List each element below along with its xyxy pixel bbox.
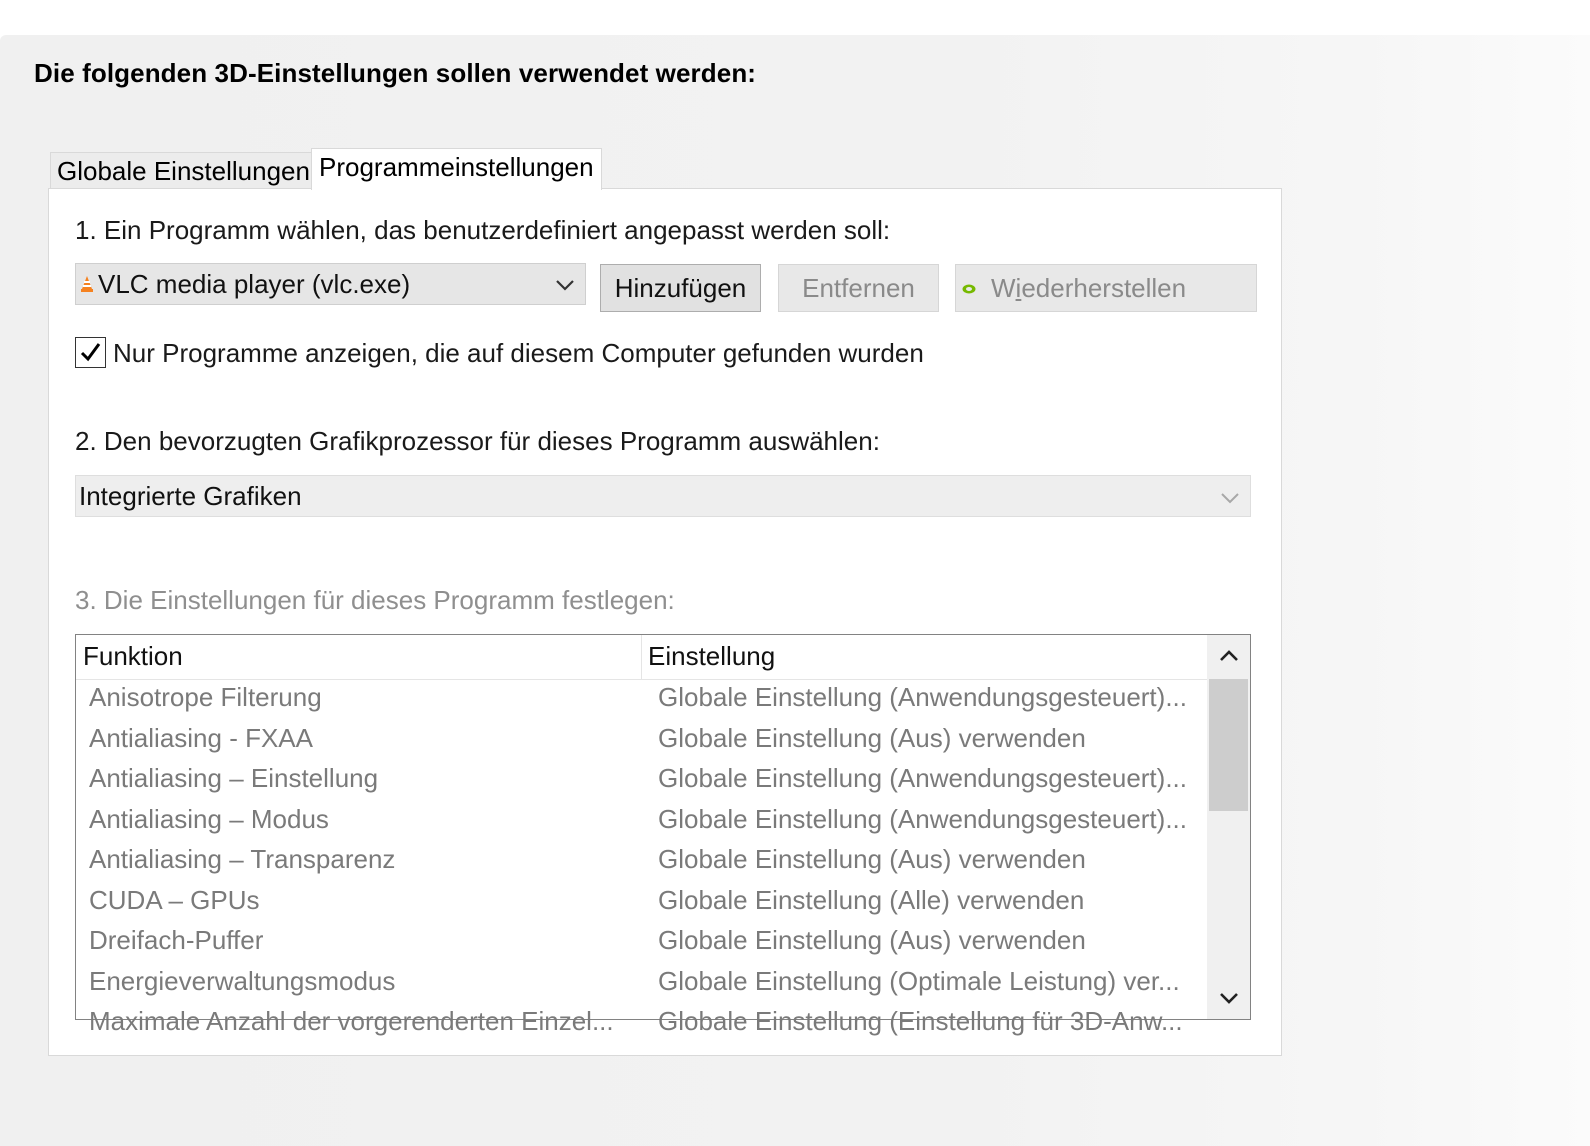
function-cell: CUDA – GPUs: [89, 884, 260, 915]
step1-label: 1. Ein Programm wählen, das benutzerdefiniert angepasst werden soll:: [75, 215, 891, 245]
table-scrollbar[interactable]: [1207, 635, 1250, 1019]
scroll-down-button[interactable]: [1207, 975, 1250, 1019]
chevron-down-icon: [1219, 491, 1241, 505]
show-found-programs-checkbox[interactable]: [75, 337, 106, 368]
restore-button-label: Wiederherstellen: [991, 273, 1187, 303]
table-header: [76, 635, 1207, 680]
setting-cell: Globale Einstellung (Optimale Leistung) ver...: [658, 965, 1180, 996]
column-header-function[interactable]: Funktion: [83, 641, 183, 671]
table-row[interactable]: [76, 882, 1207, 923]
table-row[interactable]: [76, 922, 1207, 963]
table-row[interactable]: [76, 963, 1207, 1004]
setting-cell: Globale Einstellung (Anwendungsgesteuert)...: [658, 763, 1187, 793]
column-header-setting[interactable]: Einstellung: [648, 641, 776, 671]
table-row[interactable]: [76, 1003, 1207, 1044]
gpu-select[interactable]: [75, 475, 1251, 517]
scroll-thumb[interactable]: [1209, 679, 1248, 811]
chevron-up-icon: [1218, 649, 1240, 663]
add-button[interactable]: Hinzufügen: [600, 264, 761, 312]
gpu-select-value: Integrierte Grafiken: [79, 481, 302, 511]
function-cell: Dreifach-Puffer: [89, 925, 264, 955]
function-cell: Antialiasing - FXAA: [89, 722, 313, 753]
table-row[interactable]: [76, 841, 1207, 882]
setting-cell: Globale Einstellung (Einstellung für 3D-Anw...: [658, 1006, 1183, 1036]
setting-cell: Globale Einstellung (Aus) verwenden: [658, 925, 1086, 955]
table-row[interactable]: [76, 760, 1207, 801]
restore-button[interactable]: [955, 264, 1257, 312]
function-cell: Antialiasing – Modus: [89, 803, 329, 834]
function-cell: Antialiasing – Einstellung: [89, 763, 379, 793]
setting-cell: Globale Einstellung (Anwendungsgesteuert)...: [658, 682, 1187, 712]
chevron-down-icon: [1218, 991, 1240, 1005]
program-select[interactable]: [75, 263, 586, 305]
function-cell: Energieverwaltungsmodus: [89, 965, 396, 996]
nvidia-logo-icon: [962, 284, 976, 294]
setting-cell: Globale Einstellung (Alle) verwenden: [658, 884, 1085, 915]
chevron-down-icon: [554, 278, 576, 292]
page-title: Die folgenden 3D-Einstellungen sollen verwendet werden:: [34, 58, 757, 88]
tab-global-settings[interactable]: Globale Einstellungen: [50, 152, 317, 189]
vlc-cone-icon: [80, 275, 94, 293]
setting-cell: Globale Einstellung (Anwendungsgesteuert)...: [658, 803, 1187, 834]
table-body: [76, 679, 1207, 1044]
program-select-value: VLC media player (vlc.exe): [98, 269, 411, 299]
remove-button[interactable]: Entfernen: [778, 264, 939, 312]
show-found-programs-label[interactable]: Nur Programme anzeigen, die auf diesem Computer gefunden wurden: [113, 338, 924, 368]
setting-cell: Globale Einstellung (Aus) verwenden: [658, 844, 1086, 874]
column-divider[interactable]: [641, 635, 642, 679]
settings-table: [75, 634, 1251, 1036]
checkmark-icon: [79, 341, 102, 364]
table-row[interactable]: [76, 679, 1207, 720]
step3-label: 3. Die Einstellungen für dieses Programm festlegen:: [75, 585, 675, 615]
function-cell: Maximale Anzahl der vorgerenderten Einzel...: [89, 1006, 614, 1036]
table-row[interactable]: [76, 720, 1207, 761]
setting-cell: Globale Einstellung (Aus) verwenden: [658, 722, 1086, 753]
step2-label: 2. Den bevorzugten Grafikprozessor für dieses Programm auswählen:: [75, 426, 880, 456]
tab-program-settings[interactable]: Programmeinstellungen: [311, 148, 602, 190]
scroll-up-button[interactable]: [1207, 635, 1250, 679]
function-cell: Anisotrope Filterung: [89, 682, 322, 712]
function-cell: Antialiasing – Transparenz: [89, 844, 396, 874]
table-row[interactable]: [76, 801, 1207, 842]
